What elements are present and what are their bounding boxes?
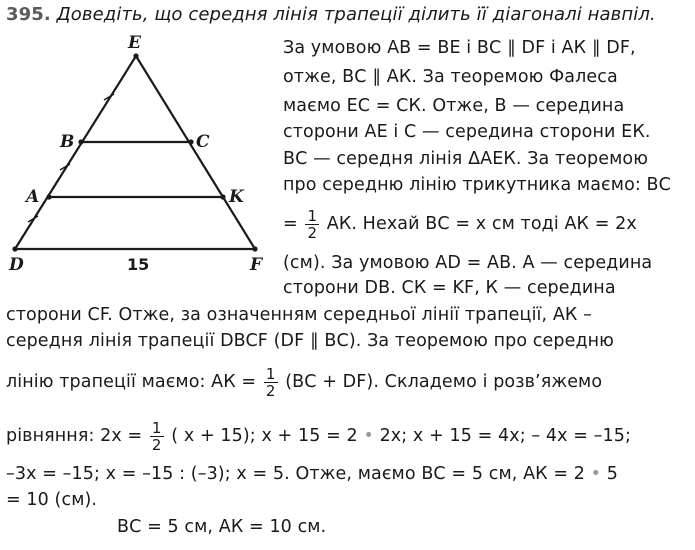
- label-F: F: [250, 255, 263, 275]
- answer-line: ВС = 5 см, АК = 10 см.: [117, 517, 327, 537]
- problem-heading: [6, 4, 656, 26]
- solution-line-12: [6, 362, 602, 402]
- point-K: [220, 194, 225, 199]
- label-C: C: [196, 132, 210, 152]
- label-E: E: [128, 33, 141, 53]
- fraction-one-half: [150, 420, 164, 453]
- label-A: A: [26, 187, 40, 207]
- solution-line-7: [283, 204, 637, 244]
- equals-sign: =: [283, 214, 298, 234]
- base-length-label: 15: [127, 255, 150, 274]
- trapezoid-figure: [0, 30, 270, 290]
- solution-line-4: сторони АЕ і С — середина сторони ЕК.: [283, 122, 651, 142]
- solution-line-8: (см). За умовою AD = АВ. А — середина: [283, 253, 653, 273]
- problem-statement: Доведіть, що середня лінія трапеції ділить її діагоналі навпіл.: [56, 4, 656, 25]
- label-B: B: [60, 132, 75, 152]
- label-K: K: [229, 187, 244, 207]
- point-A: [46, 194, 51, 199]
- solution-line-2: отже, ВС ∥ АК. За теоремою Фалеса: [283, 67, 618, 87]
- solution-line-9: сторони DB. СК = KF, К — середина: [283, 278, 616, 298]
- fraction-numerator: 1: [307, 206, 318, 225]
- multiplication-dot: •: [363, 426, 374, 446]
- solution-line-14-start: –3х = –15; х = –15 : (–3); х = 5. Отже, маємо ВС = 5 см, АК = 2: [6, 464, 585, 484]
- solution-line-13-start: рівняння: 2х =: [6, 426, 143, 446]
- solution-line-7-text: АК. Нехай ВС = х см тоді АК = 2х: [326, 214, 637, 234]
- solution-line-5: ВС — середня лінія ΔАЕК. За теоремою: [283, 149, 649, 169]
- solution-line-13: [6, 416, 631, 456]
- solution-line-1: За умовою АВ = ВЕ і ВС ∥ DF і АК ∥ DF,: [283, 38, 636, 58]
- solution-line-12-end: (ВС + DF). Складемо і розв’яжемо: [285, 372, 603, 392]
- solution-line-14: [6, 463, 618, 485]
- point-B: [78, 139, 83, 144]
- problem-number: 395.: [6, 4, 51, 25]
- point-F: [252, 246, 257, 251]
- fraction-numerator: 1: [151, 418, 162, 437]
- solution-line-13-middle: ( х + 15); х + 15 = 2: [171, 426, 358, 446]
- solution-line-13-end: 2х; х + 15 = 4х; – 4х = –15;: [379, 426, 631, 446]
- side-EF: [136, 56, 255, 249]
- point-E: [133, 53, 138, 58]
- fraction-denominator: 2: [265, 381, 276, 400]
- label-D: D: [9, 255, 24, 275]
- solution-line-14-end: 5: [606, 464, 619, 484]
- fraction-one-half: [305, 208, 319, 241]
- solution-line-12-start: лінію трапеції маємо: АК =: [6, 372, 257, 392]
- fraction-numerator: 1: [265, 364, 276, 383]
- side-ED: [15, 56, 136, 249]
- multiplication-dot: •: [590, 464, 602, 484]
- fraction-denominator: 2: [151, 435, 162, 454]
- solution-line-10: сторони CF. Отже, за означенням середньої лінії трапеції, АК –: [6, 305, 592, 325]
- solution-line-11: середня лінія трапеції DBCF (DF ∥ ВС). За теоремою про середню: [6, 331, 615, 351]
- solution-line-6: про середню лінію трикутника маємо: ВС: [283, 175, 671, 195]
- point-C: [188, 139, 193, 144]
- point-D: [12, 246, 17, 251]
- solution-line-3: маємо ЕС = СК. Отже, В — середина: [283, 96, 625, 116]
- solution-line-15: = 10 (см).: [6, 490, 98, 510]
- fraction-one-half: [264, 366, 278, 399]
- fraction-denominator: 2: [307, 223, 318, 242]
